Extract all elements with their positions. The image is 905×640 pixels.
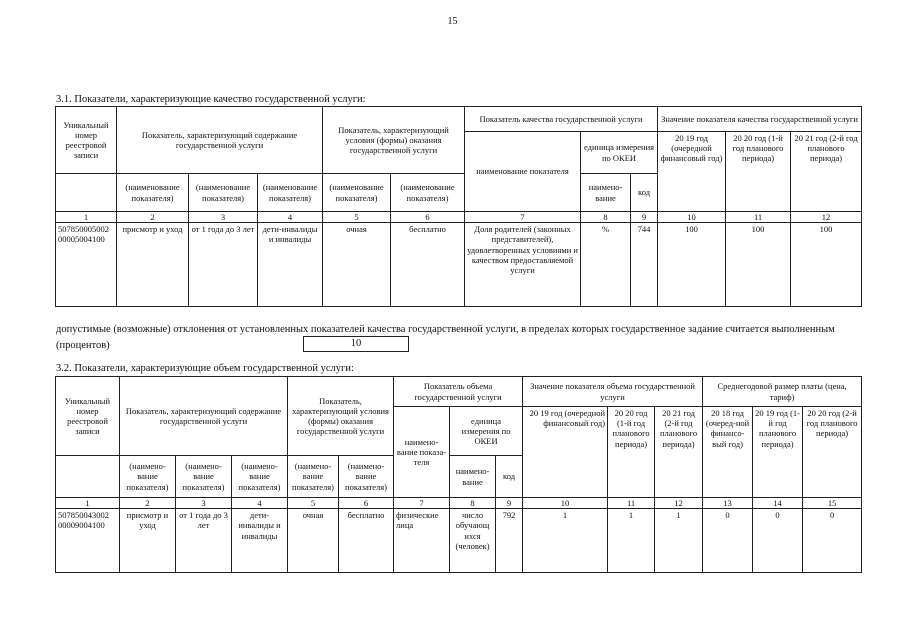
subheader: (наименование показателя) [323, 174, 391, 212]
header-volume-year-2: 20 20 год (1-й год планового периода) [608, 407, 655, 498]
header-unit-name: наимено-вание [450, 456, 496, 498]
header-conditions: Показатель, характеризующий условия (формы) оказания государственной услуги [288, 377, 394, 456]
header-unique-number-cont [56, 174, 117, 212]
quality-table [55, 106, 862, 307]
header-unit-code: код [631, 174, 658, 212]
header-unit-okei: единица измерения по ОКЕИ [581, 132, 658, 174]
fee-year-2: 0 [753, 509, 803, 573]
registry-number: 507850043002 00009004100 [56, 509, 120, 573]
column-number: 2 [117, 212, 189, 223]
year-3-value: 100 [791, 223, 862, 307]
header-unit-okei: единица измерения по ОКЕИ [450, 407, 523, 456]
column-number: 8 [450, 498, 496, 509]
unit-name: число обучающ ихся (человек) [450, 509, 496, 573]
section-2-heading: 3.2. Показатели, характеризующие объем государственной услуги: [56, 363, 354, 374]
column-number: 15 [803, 498, 862, 509]
column-number: 10 [523, 498, 608, 509]
subheader: (наименование показателя) [117, 174, 189, 212]
condition-value: очная [288, 509, 339, 573]
content-value: присмотр и уход [117, 223, 189, 307]
indicator-name: Доля родителей (законных представителей), удовлетворенных условиями и качеством предоставляемой услуги [465, 223, 581, 307]
column-number: 10 [658, 212, 726, 223]
deviation-text: допустимые (возможные) отклонения от установленных показателей качества государственной услуги, в пределах которых государственное задание считается выполненным (процентов) [56, 324, 835, 352]
fee-year-3: 0 [803, 509, 862, 573]
header-volume-year-3: 20 21 год (2-й год планового периода) [655, 407, 703, 498]
subheader: (наимено-вание показателя) [288, 456, 339, 498]
volume-year-3: 1 [655, 509, 703, 573]
header-value: Значение показателя объема государственной услуги [523, 377, 703, 407]
content-value: дети-инвалиды и инвалиды [258, 223, 323, 307]
content-value: от 1 года до 3 лет [189, 223, 258, 307]
column-number: 8 [581, 212, 631, 223]
volume-table [55, 376, 862, 573]
indicator-name: физические лица [394, 509, 450, 573]
header-quality: Показатель качества государственной услуги [465, 107, 658, 132]
header-fee-year-1: 20 18 год (очеред-ной финансо-вый год) [703, 407, 753, 498]
column-number: 5 [323, 212, 391, 223]
column-number: 3 [176, 498, 232, 509]
column-number: 1 [56, 212, 117, 223]
content-value: от 1 года до 3 лет [176, 509, 232, 573]
subheader: (наименование показателя) [189, 174, 258, 212]
header-unit-name: наимено-вание [581, 174, 631, 212]
fee-year-1: 0 [703, 509, 753, 573]
header-unit-code: код [496, 456, 523, 498]
column-number: 6 [391, 212, 465, 223]
content-value: присмотр и уход [120, 509, 176, 573]
header-volume: Показатель объема государственной услуги [394, 377, 523, 407]
header-content: Показатель, характеризующий содержание государственной услуги [117, 107, 323, 174]
volume-year-1: 1 [523, 509, 608, 573]
header-unique-number: Уникальный номер реестровой записи [56, 107, 117, 174]
column-number: 11 [726, 212, 791, 223]
condition-value: очная [323, 223, 391, 307]
column-number: 4 [232, 498, 288, 509]
header-indicator-name: наименование показателя [465, 132, 581, 212]
header-unique-number: Уникальный номер реестровой записи [56, 377, 120, 456]
column-number: 3 [189, 212, 258, 223]
column-number: 7 [394, 498, 450, 509]
column-number: 9 [496, 498, 523, 509]
header-fee: Среднегодовой размер платы (цена, тариф) [703, 377, 862, 407]
column-number: 11 [608, 498, 655, 509]
subheader: (наимено-вание показателя) [120, 456, 176, 498]
header-year-1: 20 19 год (очередной финансовый год) [658, 132, 726, 212]
header-volume-year-1: 20 19 год (очередной финансовый год) [523, 407, 608, 498]
column-number: 13 [703, 498, 753, 509]
volume-year-2: 1 [608, 509, 655, 573]
unit-code: 792 [496, 509, 523, 573]
condition-value: бесплатно [339, 509, 394, 573]
condition-value: бесплатно [391, 223, 465, 307]
unit-code: 744 [631, 223, 658, 307]
header-year-3: 20 21 год (2-й год планового периода) [791, 132, 862, 212]
header-year-2: 20 20 год (1-й год планового периода) [726, 132, 791, 212]
column-number: 4 [258, 212, 323, 223]
header-value: Значение показателя качества государственной услуги [658, 107, 862, 132]
deviation-value: 10 [303, 336, 409, 352]
year-1-value: 100 [658, 223, 726, 307]
header-content: Показатель, характеризующий содержание государственной услуги [120, 377, 288, 456]
header-fee-year-2: 20 19 год (1-й год планового периода) [753, 407, 803, 498]
header-conditions: Показатель, характеризующий условия (формы) оказания государственной услуги [323, 107, 465, 174]
header-fee-year-3: 20 20 год (2-й год планового периода) [803, 407, 862, 498]
column-number: 12 [791, 212, 862, 223]
header-unique-number-cont [56, 456, 120, 498]
column-number: 5 [288, 498, 339, 509]
subheader: (наименование показателя) [258, 174, 323, 212]
column-number: 9 [631, 212, 658, 223]
subheader: (наимено-вание показателя) [339, 456, 394, 498]
registry-number: 507850005002 00005004100 [56, 223, 117, 307]
subheader: (наименование показателя) [391, 174, 465, 212]
subheader: (наимено-вание показателя) [232, 456, 288, 498]
column-number: 6 [339, 498, 394, 509]
column-number: 14 [753, 498, 803, 509]
page-number: 15 [447, 16, 458, 27]
column-number: 1 [56, 498, 120, 509]
content-value: дети-инвалиды и инвалиды [232, 509, 288, 573]
column-number: 2 [120, 498, 176, 509]
section-1-heading: 3.1. Показатели, характеризующие качество государственной услуги: [56, 94, 366, 105]
header-indicator-name: наимено-вание показа-теля [394, 407, 450, 498]
column-number: 12 [655, 498, 703, 509]
unit-name: % [581, 223, 631, 307]
column-number: 7 [465, 212, 581, 223]
subheader: (наимено-вание показателя) [176, 456, 232, 498]
year-2-value: 100 [726, 223, 791, 307]
